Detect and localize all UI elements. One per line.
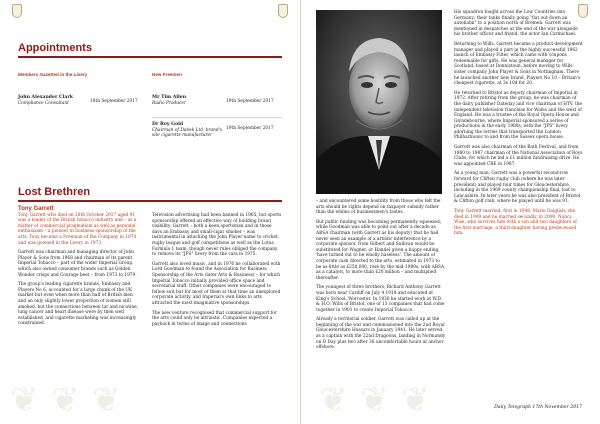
livery-crest-icon [278,4,288,18]
watermark-decoration: ❦ ❦ ❦ [10,382,123,419]
freeman-entry [152,95,222,106]
member-role: Compliance Consultant [18,100,69,106]
divider [152,117,282,118]
appointments-title: Appointments [18,42,92,54]
paragraph: Returning to Wills, Garrett became a product development manager and played a part in the highly successful 1962 launch of Embassy Filter, which came with coupons redeemable for gifts. He was general manager for Scotland, based at Dennistoun, before moving to Wills' sister company John Player & Sons in Nottingham. There he launched another new brand, Players No 10 – Britain's cheapest cigarette, at 3s 10d for 20. [454,41,583,87]
article-column-1 [18,207,142,331]
freemen-heading: New Freemen [152,72,182,77]
member-name: John Alexander Clark [18,95,73,100]
freeman-name: Dr Roy Gold [152,122,184,127]
article-column-2 [152,213,282,331]
paragraph: As a young man, Garrett was a powerful second-row forward for Clifton rugby club (where he was later president) and played four times for Gloucestershire, including in the 1969 county championship final, lost to Lancashire. In later years he was also president of Bristol & Clifton golf club, where he played until he was 91. [454,171,581,205]
portrait-image [316,10,442,194]
paragraph: Tony Garrett married, first in 1948, Marie Dalglish; she died in 1999 and he married secondly, in 2000, Nancy Wise, who survives him with a son and two daughters of the first marriage, a third daughter having predeceased him. [454,209,577,237]
paragraph: Tony Garrett who died on 28th October 2017 aged 91 was a leader of the British tobacco industry and – as a matter of commercial pragmatism as well as personal enthusiasm – a pioneer in business sponsorship of the arts. Tony became a Freeman of the Company in 1970 and was gowned in the Livery in 1973. [18,212,137,246]
source-signoff: Daily Telegraph 17th November 2017 [494,405,582,410]
title-rule [18,200,282,202]
paragraph: Garrett was also chairman of the Bath Festival, and from 1980 to 1987 chairman of the National Association of Boys Clubs, for which he led a £1 million fundraising drive. He was appointed CBE in 1987. [454,145,583,167]
paragraph: Already a territorial soldier, Garrett was called up at the beginning of the war and commissioned into the 2nd Royal Gloucestershire Hussars in January 1941. He later served as a captain with the 22nd Dragoons, landing in Normandy on D Day plus two after 36 uncomfortable hours at anchor offshore. [316,317,446,351]
paragraph: The group's leading cigarette brands, Embassy and Players No 6, accounted for a large chunk of the UK market but even when more than half of British men and an only slightly lower proportion of women still smoked, but the connections between tar and nicotine, lung cancer and heart disease were by then well established, and cigarette marketing was increasingly constrained. [18,282,138,327]
paragraph: But public funding was becoming permanently squeezed; while Goodman was able to point out after a decade as ABSA chairman (with Garrett as his deputy) that he had never seen an example of a artistic interference by a corporate sponsor, from Gilbert and Sullivan would be substituted for Wagner, or Handel given a happy ending, 'have turned out to be wholly baseless'. The amount of corporate cash directed to the arts, estimated in 1973 to be as little as £250,000, rose by the mid-1980s, with ABSA as a catalyst, to more than £20 million – and multiplied thereafter. [316,219,445,281]
freeman-date: 19th September 2017 [226,126,274,131]
paragraph: He returned to Bristol as deputy chairman of Imperial in 1972. After retiring from the group, he was chairman of the dairy publisher Dateday and vice chairman of HTV, the independent television franchise for Wales and the west of England. He was a trustee of the Royal Opera House and Glyndebourne, where Imperial sponsored a series of productions in the early 1980s, with the "JPS" livery adorning the lorries that transported the London Philharmonic to and from the Sussex opera house. [454,90,583,141]
members-heading: Members Gazetted in the Livery [18,72,88,77]
portrait-photo [316,10,442,194]
freeman-entry [152,122,222,139]
freeman-name: Mr Tim Allen [152,95,187,100]
article-column-4 [454,10,584,241]
paragraph: His squadron fought across the Low Countries into Germany; their tanks finally going "flat out down an autobahn" to a position north of Bremen. Garrett was mentioned in despatches at the end of the war alongside his brother officer and friend, the actor Ian Carmichael. [454,10,578,38]
paragraph: – and encountered some hostility from those who felt the arts should be rights depend on taxpayer subsidy rather than the whims of businessmen's tastes. [316,199,441,216]
article-column-3 [316,199,446,355]
freeman-role: Radio Producer [152,100,187,106]
freeman-role: Chairman of Dabek Ltd, brand's site cigarette manufacturer [152,127,222,139]
title-rule [18,56,282,58]
lost-brethren-title: Lost Brethren [18,186,91,198]
paragraph: Garrett also loved music, and in 1976 he collaborated with Lord Goodman to found the Association for Business Sponsorship of the Arts (later Arts & Business) – for which Imperial Tobacco initially provided office space and secretarial staff. Other companies were encouraged to follow suit but for most of them at that time an unexplored corporate activity, and Imperial's own links to arts attracted the most imaginative sponsorships. [152,261,281,306]
person-name: Tony Garrett [18,206,54,212]
member-date: 18th September 2017 [90,99,138,104]
paragraph: Television advertising had been banned in 1965, but sports sponsorship offered an effective way of building brand visibility. Garrett – both a keen sportsman and in those days an Embassy and small-cigar smoker – was instrumental in attaching the John Player name to cricket, rugby league and golf competitions as well as the Lotus Formula 1 team, though never rules obliged the company to remove its "JPS" livery from the cars in 1975. [152,213,282,258]
freeman-date: 19th September 2017 [226,99,274,104]
member-entry [18,95,90,106]
watermark-decoration: ❦ ❦ ❦ [319,382,432,419]
paragraph: Garrett was chairman and managing director of John Player & Sons from 1968 and chairman of its parent Imperial Tobacco – part of the wider Imperial Group, which also owned consumer brands such as Golden Wonder crisps and Courage beer – from 1973 to 1979. [18,250,137,278]
paragraph: The new venture recognised that commercial support for the arts could only be altruistic. Companies expected a payback in terms of image and connections [152,310,277,327]
paragraph: The youngest of three brothers, Richard Anthony Garrett was born near Cardiff on July 4 1918 and educated at King's School, Worcester. In 1936 he started work at W.D. & H.O. Wills of Bristol, one of 13 companies that had come together in 1901 to create Imperial Tobacco. [316,285,445,313]
livery-crest-icon [12,4,22,18]
